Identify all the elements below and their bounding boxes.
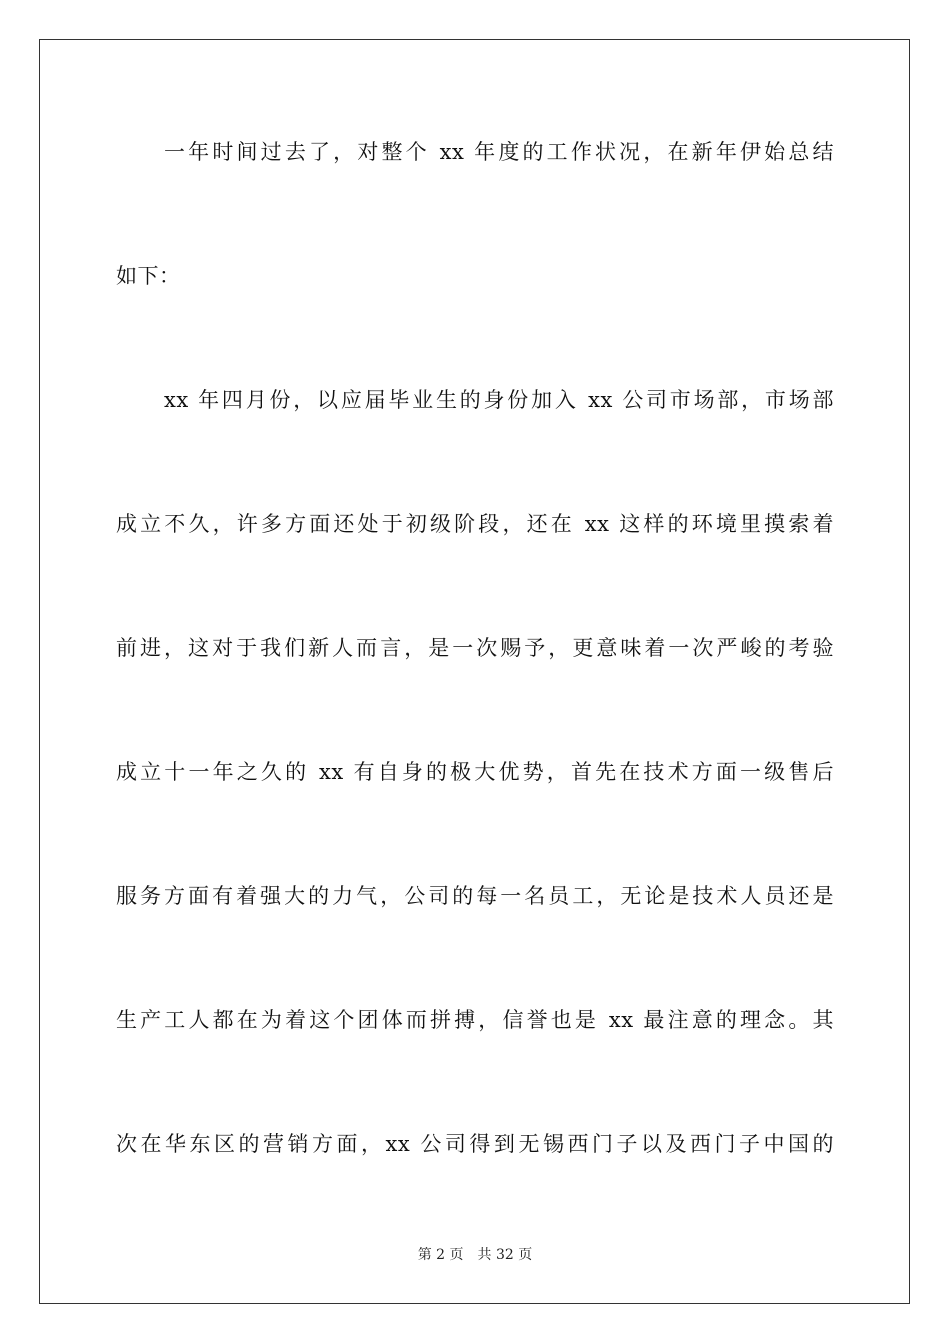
paragraph-line: 前进，这对于我们新人而言，是一次赐予，更意味着一次严峻的考验 (116, 636, 834, 660)
paragraph-line: 服务方面有着强大的力气，公司的每一名员工，无论是技术人员还是 (116, 884, 834, 908)
page-footer (0, 1246, 950, 1264)
paragraph-line: 生产工人都在为着这个团体而拼搏，信誉也是 xx 最注意的理念。其 (116, 1008, 834, 1032)
paragraph-line: xx 年四月份，以应届毕业生的身份加入 xx 公司市场部，市场部 (164, 388, 834, 412)
paragraph-line: 成立不久，许多方面还处于初级阶段，还在 xx 这样的环境里摸索着 (116, 512, 834, 536)
paragraph-line: 成立十一年之久的 xx 有自身的极大优势，首先在技术方面一级售后 (116, 760, 834, 784)
paragraph-line: 一年时间过去了，对整个 xx 年度的工作状况，在新年伊始总结 (164, 140, 834, 164)
page-border (39, 39, 910, 1304)
paragraph-line: 次在华东区的营销方面，xx 公司得到无锡西门子以及西门子中国的 (116, 1132, 834, 1156)
page-number: 第 2 页 (417, 1247, 464, 1263)
page-total: 共 32 页 (477, 1247, 533, 1263)
paragraph-line: 如下： (116, 264, 181, 288)
